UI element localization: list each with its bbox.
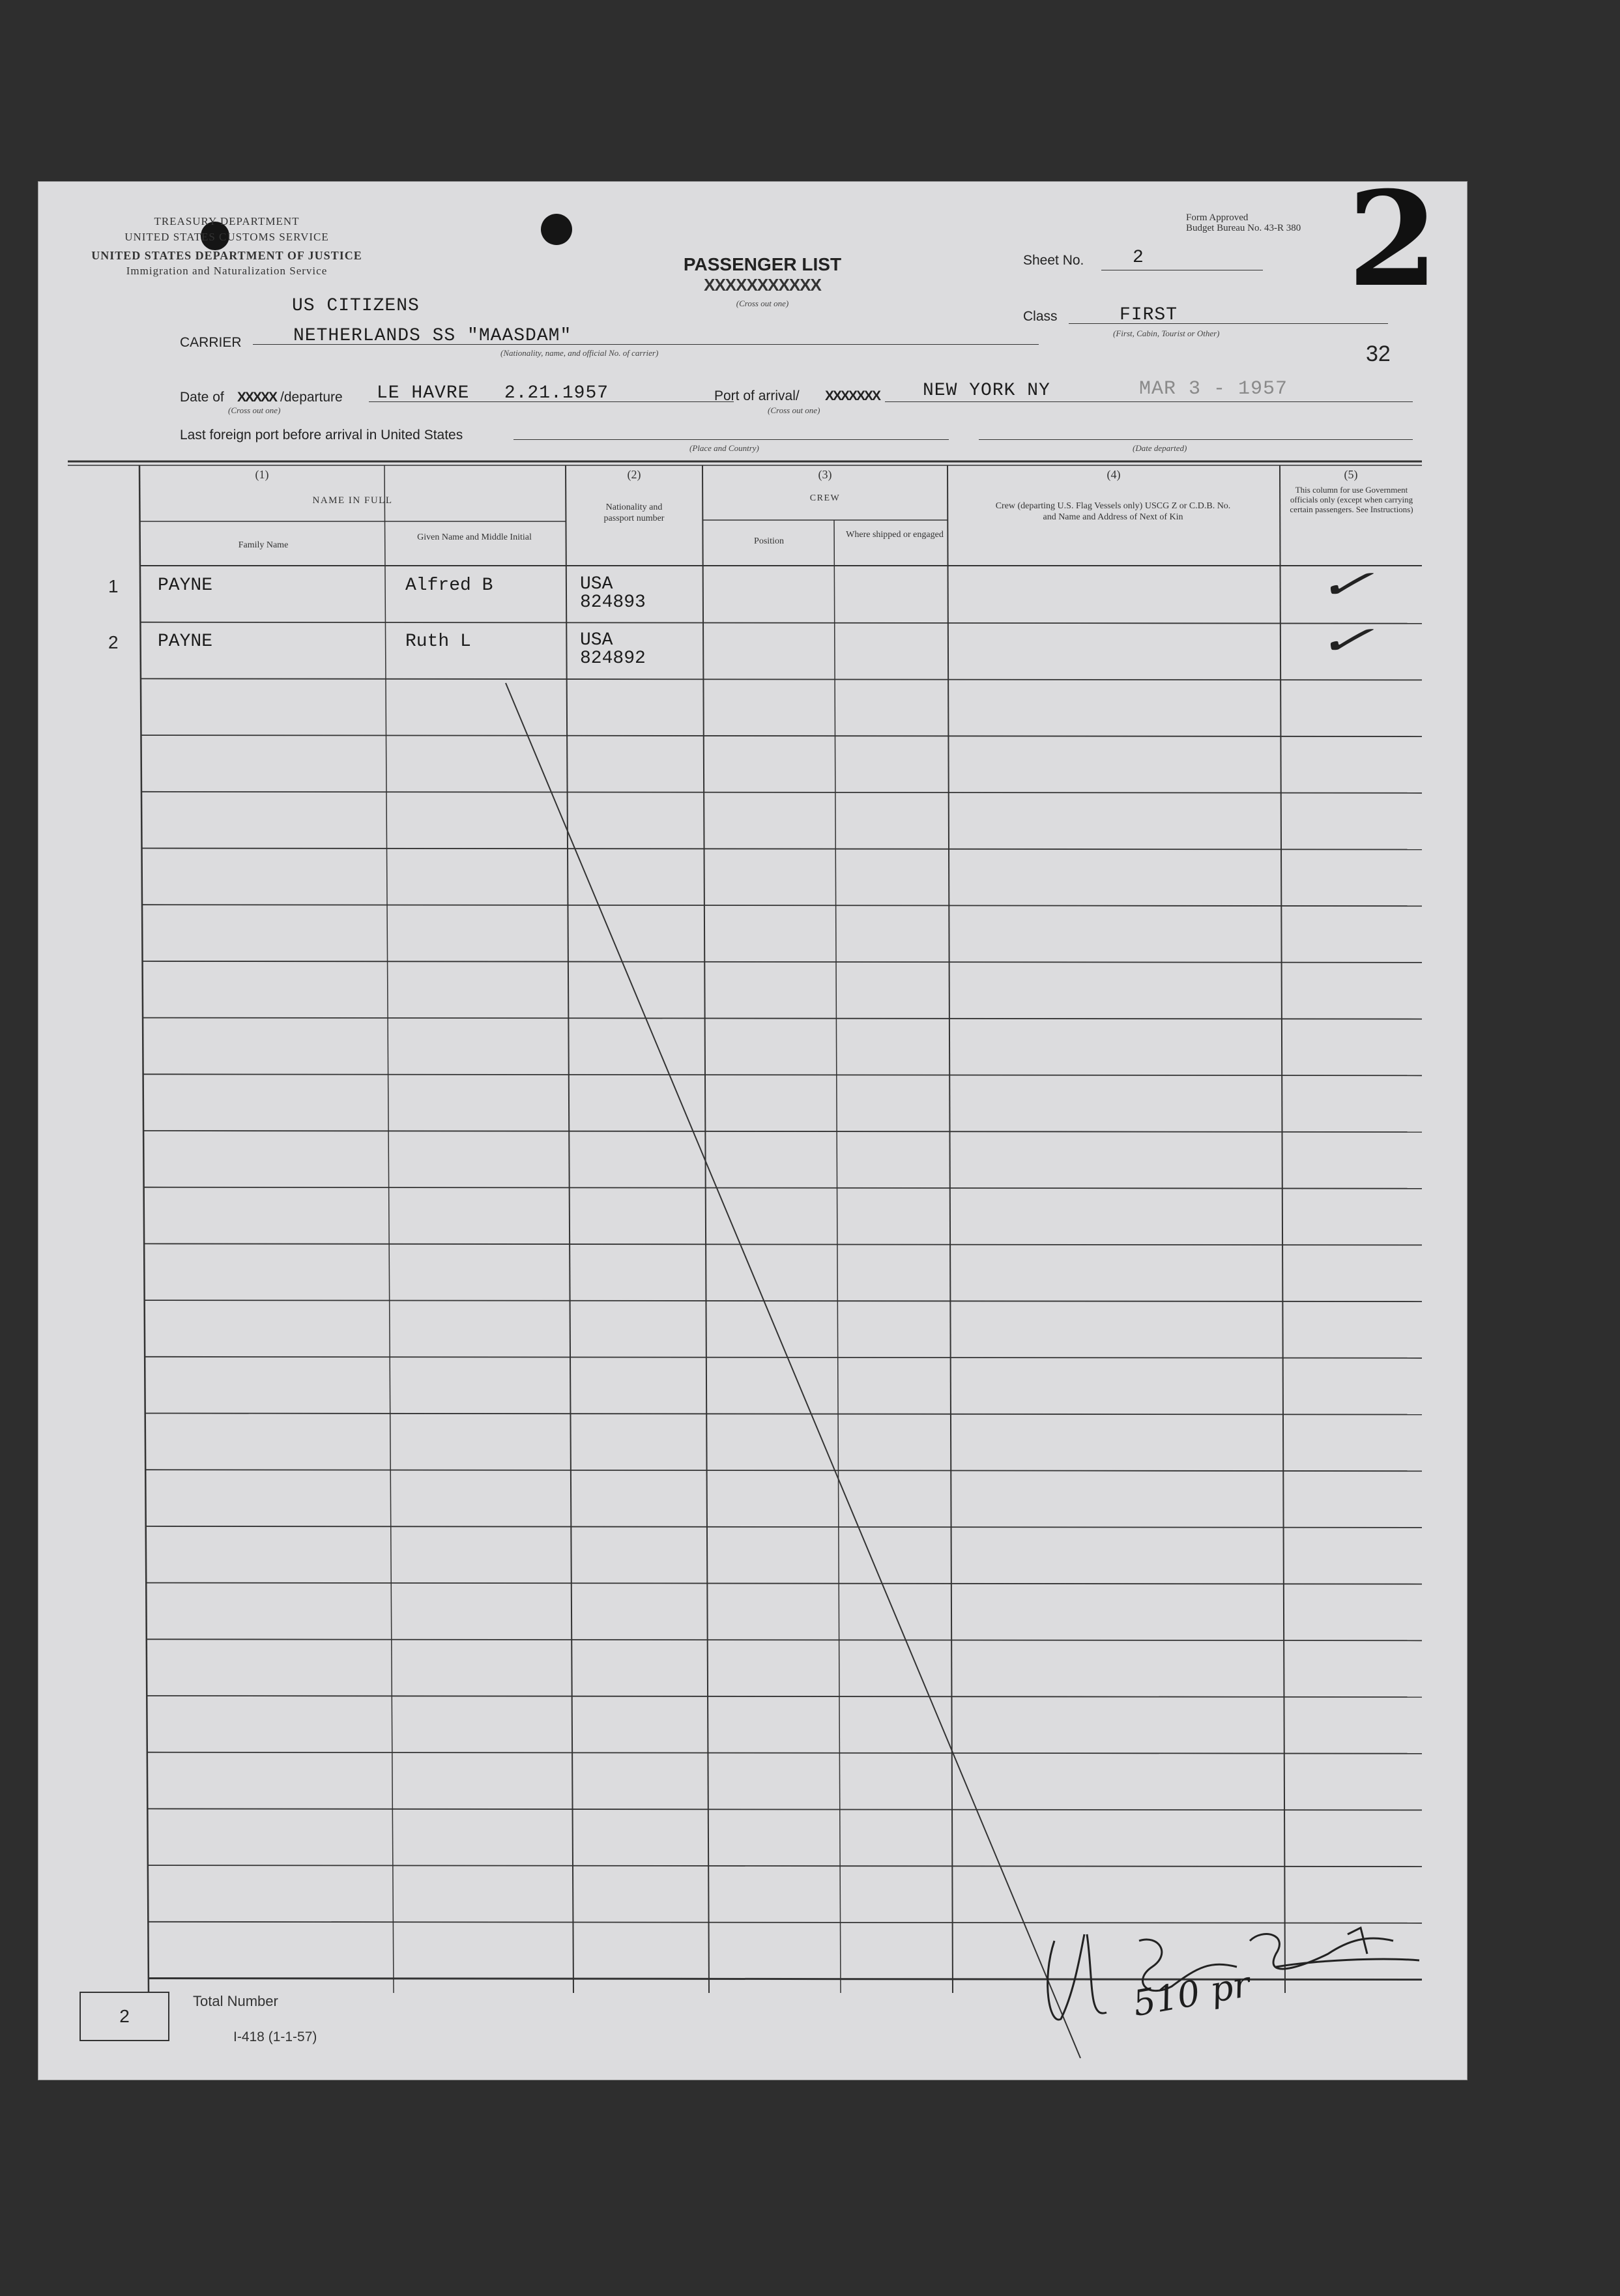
arrival-value: NEW YORK NY bbox=[923, 381, 1050, 401]
departure-label-suffix: /departure bbox=[280, 390, 343, 405]
passport-number: 824892 bbox=[580, 648, 646, 669]
nationality: USA bbox=[580, 630, 613, 650]
agency-line: TREASURY DEPARTMENT bbox=[154, 215, 300, 227]
sheet-label: Sheet No. bbox=[1023, 253, 1084, 268]
col3a-title: Position bbox=[754, 536, 784, 546]
date-note: (Date departed) bbox=[1133, 443, 1187, 453]
title-note: (Cross out one) bbox=[736, 298, 789, 308]
row-number: 2 bbox=[108, 632, 119, 652]
budget-bureau: Budget Bureau No. 43-R 380 bbox=[1186, 223, 1301, 233]
carrier-label: CARRIER bbox=[180, 335, 242, 350]
place-note: (Place and Country) bbox=[689, 443, 759, 453]
carrier-note: (Nationality, name, and official No. of carrier) bbox=[500, 348, 659, 358]
col5-title: This column for use Government officials only (except when carrying certain passengers. See Instructions) bbox=[1290, 485, 1413, 514]
total-box bbox=[80, 1992, 169, 2041]
total-value: 2 bbox=[119, 2006, 130, 2026]
page-number: 32 bbox=[1366, 341, 1391, 366]
title-crossed-out: XXXXXXXXXXX bbox=[704, 275, 821, 295]
col3-number: (3) bbox=[818, 468, 832, 481]
arrival-label: Port of arrival/ bbox=[714, 388, 800, 403]
passenger-list-sheet bbox=[38, 163, 1468, 2080]
family-name: PAYNE bbox=[158, 575, 213, 596]
form-title: PASSENGER LIST bbox=[683, 254, 842, 274]
form-number: I-418 (1-1-57) bbox=[233, 2029, 317, 2044]
given-name: Alfred B bbox=[405, 575, 493, 596]
carrier-above-text: US CITIZENS bbox=[292, 296, 420, 316]
col4-title: Crew (departing U.S. Flag Vessels only) USCG Z or C.D.B. No. and Name and Address of Next of Kin bbox=[995, 501, 1231, 522]
signature-note: 510 pr bbox=[1129, 1963, 1253, 2025]
class-value: FIRST bbox=[1120, 305, 1178, 325]
total-label: Total Number bbox=[193, 1993, 278, 2009]
col5-number: (5) bbox=[1344, 468, 1358, 481]
departure-label-prefix: Date of bbox=[180, 390, 224, 405]
family-name: PAYNE bbox=[158, 632, 213, 652]
passport-number: 824893 bbox=[580, 592, 646, 613]
col1-title: NAME IN FULL bbox=[312, 495, 393, 506]
departure-note: (Cross out one) bbox=[228, 405, 281, 415]
col3-title: CREW bbox=[809, 493, 841, 503]
strike-line bbox=[38, 181, 1468, 2080]
departure-value: LE HAVRE 2.21.1957 bbox=[377, 383, 609, 403]
check-mark: ✓ bbox=[1310, 618, 1391, 663]
form-approved: Form Approved bbox=[1186, 212, 1249, 223]
row-number: 1 bbox=[108, 576, 119, 596]
last-port-label: Last foreign port before arrival in United States bbox=[180, 428, 463, 443]
check-mark: ✓ bbox=[1310, 562, 1391, 607]
agency-line: UNITED STATES DEPARTMENT OF JUSTICE bbox=[91, 249, 362, 262]
sheet-value: 2 bbox=[1133, 248, 1144, 268]
nationality: USA bbox=[580, 574, 613, 594]
col1a-title: Family Name bbox=[238, 540, 289, 550]
col4-number: (4) bbox=[1107, 468, 1121, 481]
arrival-note: (Cross out one) bbox=[768, 405, 820, 415]
class-label: Class bbox=[1023, 309, 1058, 324]
col2-title: Nationality and passport number bbox=[603, 502, 665, 523]
given-name: Ruth L bbox=[405, 632, 471, 652]
carrier-value: NETHERLANDS SS "MAASDAM" bbox=[293, 326, 572, 346]
arrival-crossed: XXXXXXX bbox=[825, 388, 880, 403]
agency-line: Immigration and Naturalization Service bbox=[126, 265, 328, 277]
col2-number: (2) bbox=[627, 468, 641, 481]
big-sheet-number: 2 bbox=[1348, 163, 1439, 316]
col1-number: (1) bbox=[255, 468, 269, 481]
departure-crossed: XXXXX bbox=[237, 390, 277, 405]
arrival-stamp: MAR 3 - 1957 bbox=[1139, 378, 1288, 400]
agency-line: UNITED STATES CUSTOMS SERVICE bbox=[124, 231, 329, 243]
class-note: (First, Cabin, Tourist or Other) bbox=[1113, 328, 1220, 338]
col1b-title: Given Name and Middle Initial bbox=[417, 532, 532, 542]
col3b-title: Where shipped or engaged bbox=[846, 530, 944, 540]
